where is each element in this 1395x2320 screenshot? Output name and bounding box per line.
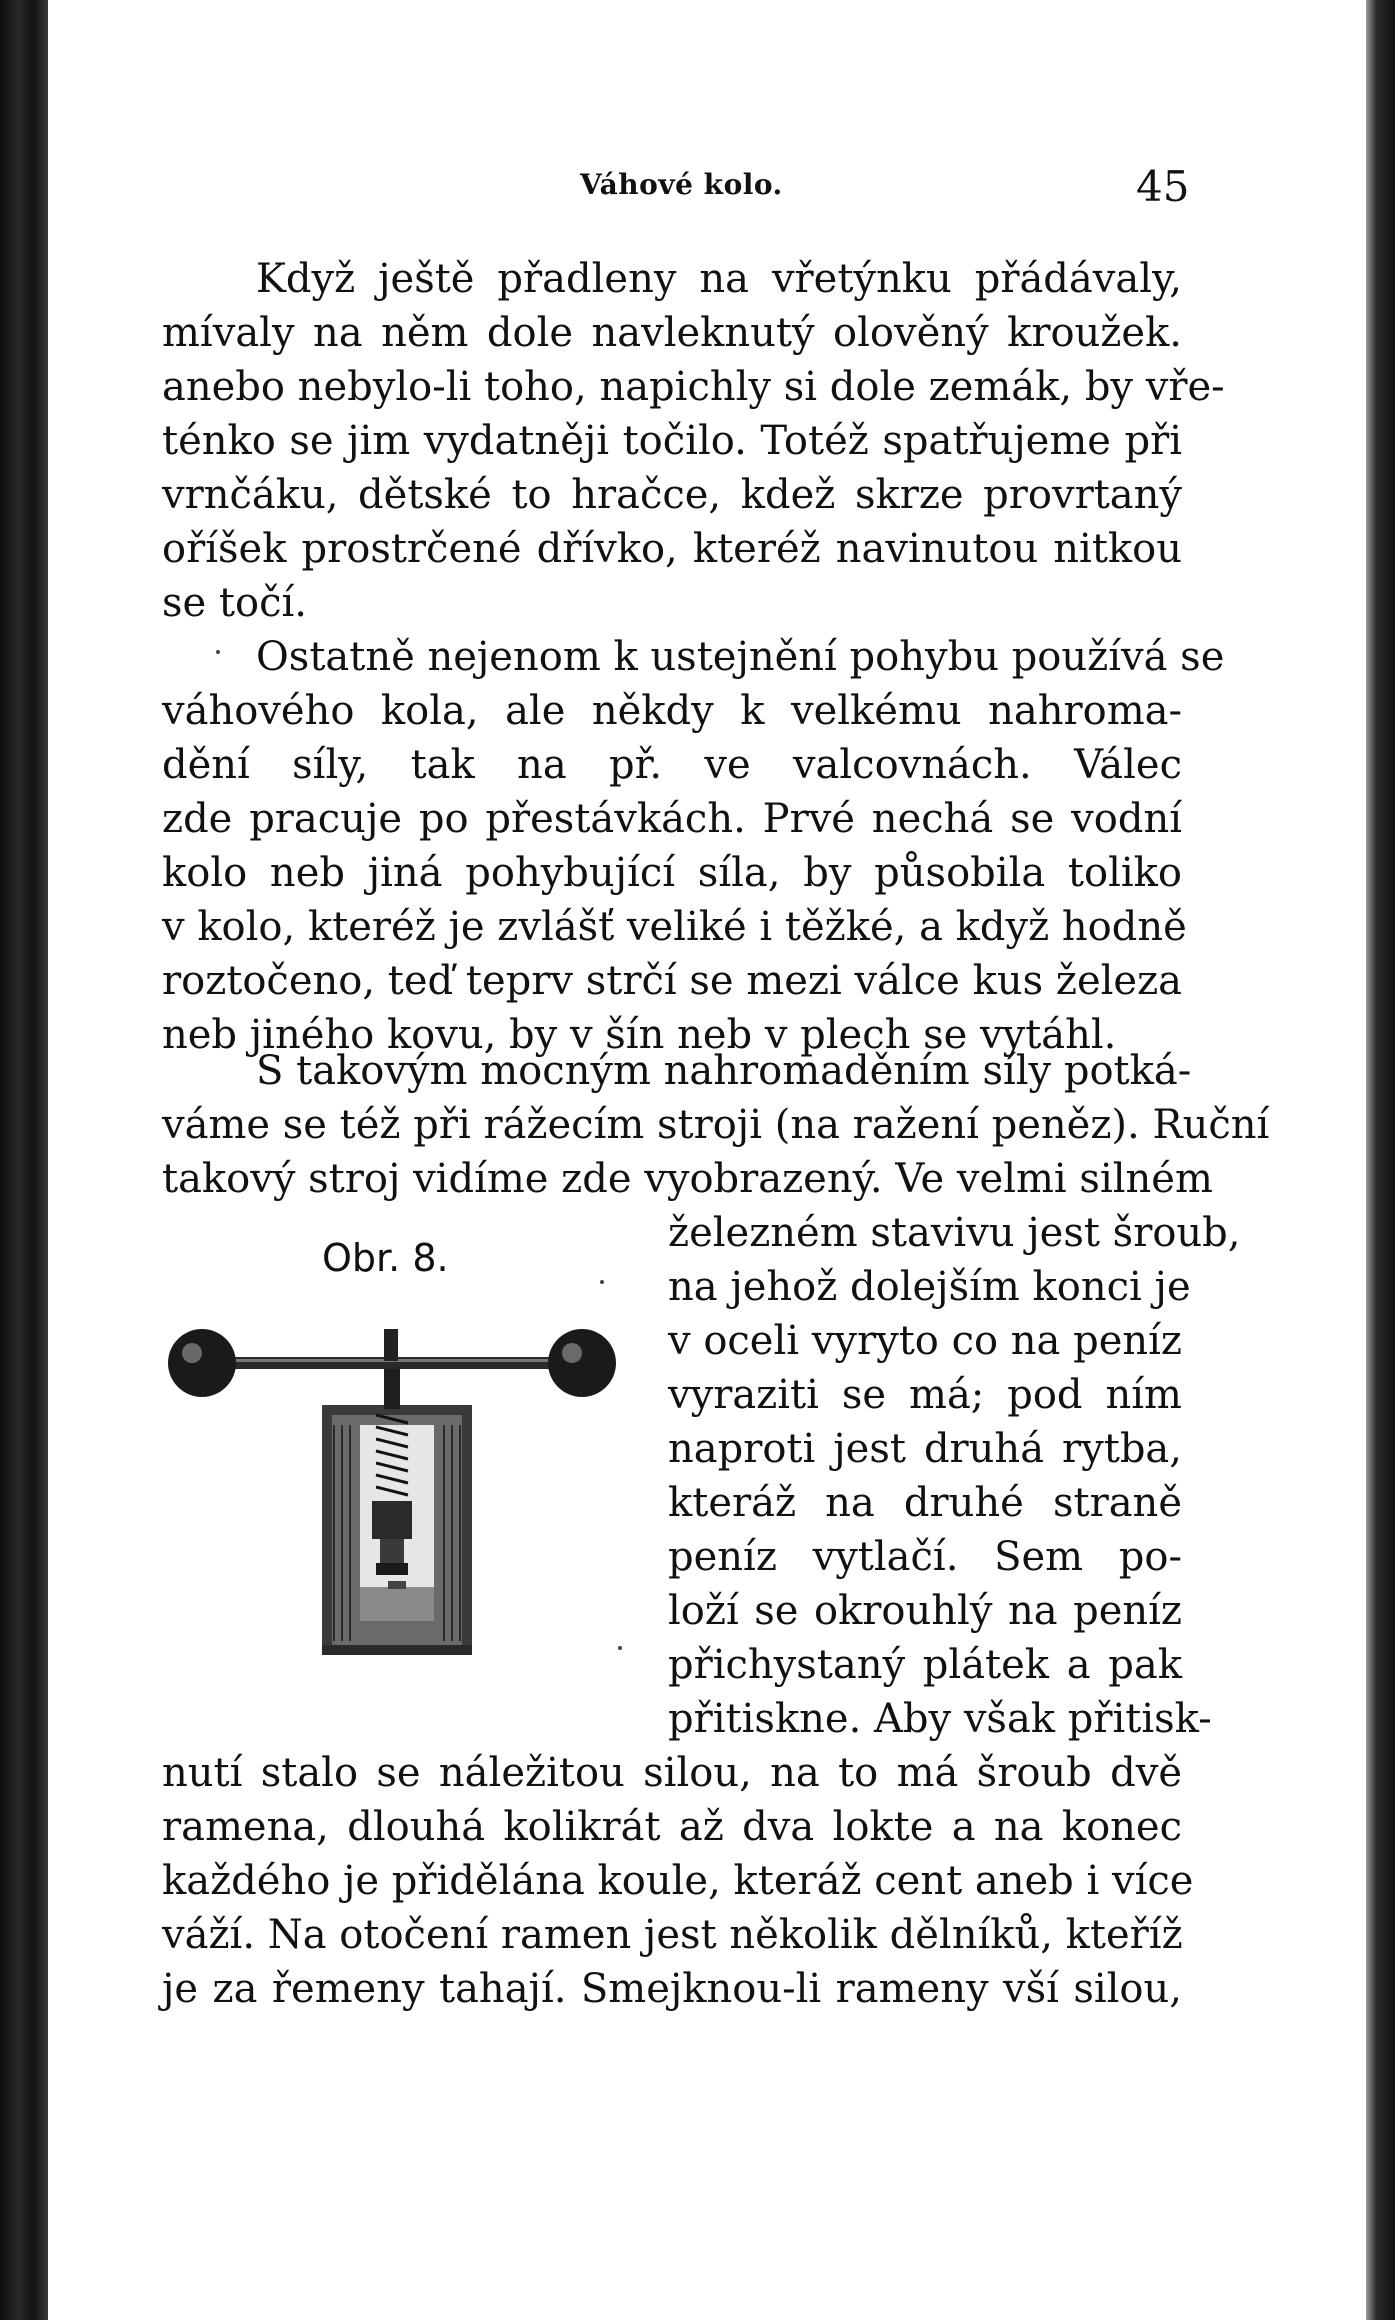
text-line: železném stavivu jest šroub, [668, 1210, 1241, 1256]
text-line: přichystaný plátek a pak [668, 1642, 1182, 1688]
text-line: Když ještě přadleny na vřetýnku přádávaly, [256, 256, 1182, 302]
text-line: na jehož dolejším konci je [668, 1264, 1191, 1310]
text-line: Ostatně nejenom k ustejnění pohybu používá se [256, 634, 1225, 680]
text-line: je za řemeny tahají. Smejknou-li rameny vší silou, [162, 1966, 1182, 2012]
text-line: roztočeno, teď teprv strčí se mezi válce kus železa [162, 958, 1182, 1004]
text-line: ténko se jim vydatněji točilo. Totéž spatřujeme při [162, 418, 1182, 464]
text-line: dění síly, tak na př. ve valcovnách. Válec [162, 742, 1182, 788]
text-line: loží se okrouhlý na peníz [668, 1588, 1182, 1634]
text-line: mívaly na něm dole navleknutý olověný kroužek. [162, 310, 1182, 356]
paragraph-1 [162, 252, 1225, 630]
print-speck [600, 1280, 604, 1284]
book-spine-edge [0, 0, 48, 2320]
paragraph-2 [162, 630, 1225, 1062]
text-line: váhového kola, ale někdy k velkému nahroma- [162, 688, 1182, 734]
coin-press-illustration [162, 1305, 622, 1665]
text-line: S takovým mocným nahromaděním síly potká- [256, 1048, 1192, 1094]
text-line: v kolo, kteréž je zvlášť veliké i těžké, a když hodně [162, 904, 1187, 950]
text-line: vyraziti se má; pod ním [668, 1372, 1182, 1418]
running-head: Váhové kolo. [580, 168, 783, 201]
text-line: peníz vytlačí. Sem po- [668, 1534, 1182, 1580]
text-line: neb jiného kovu, by v šín neb v plech se vytáhl. [162, 1012, 1117, 1058]
text-line: kolo neb jiná pohybující síla, by působila toliko [162, 850, 1182, 896]
figure-wrap-text [668, 1206, 1241, 1746]
print-speck [216, 650, 220, 654]
text-line: váží. Na otočení ramen jest několik dělníků, kteříž [162, 1912, 1183, 1958]
figure-label: Obr. 8. [322, 1236, 449, 1280]
text-line: přitiskne. Aby však přitisk- [668, 1696, 1212, 1742]
text-line: se točí. [162, 580, 307, 626]
page-number: 45 [1136, 162, 1190, 211]
text-line: oříšek prostrčené dřívko, kteréž navinutou nitkou [162, 526, 1182, 572]
paragraph-4 [162, 1746, 1194, 2016]
text-line: takový stroj vidíme zde vyobrazený. Ve velmi silném [162, 1156, 1213, 1202]
text-line: anebo nebylo-li toho, napichly si dole zemák, by vře- [162, 364, 1225, 410]
text-line: váme se též při rážecím stroji (na ražení peněz). Ruční [162, 1102, 1270, 1148]
text-line: nutí stalo se náležitou silou, na to má šroub dvě [162, 1750, 1182, 1796]
text-line: ramena, dlouhá kolikrát až dva lokte a na konec [162, 1804, 1182, 1850]
text-line: zde pracuje po přestávkách. Prvé nechá se vodní [162, 796, 1182, 842]
paragraph-3 [162, 1044, 1270, 1206]
coin-press-figure [162, 1305, 622, 1665]
page-stack-edge [1366, 0, 1395, 2320]
text-line: každého je přidělána koule, kteráž cent aneb i více [162, 1858, 1194, 1904]
print-speck [618, 1646, 622, 1650]
text-line: vrnčáku, dětské to hračce, kdež skrze provrtaný [162, 472, 1182, 518]
text-line: v oceli vyryto co na peníz [668, 1318, 1182, 1364]
text-line: kteráž na druhé straně [668, 1480, 1182, 1526]
text-line: naproti jest druhá rytba, [668, 1426, 1182, 1472]
